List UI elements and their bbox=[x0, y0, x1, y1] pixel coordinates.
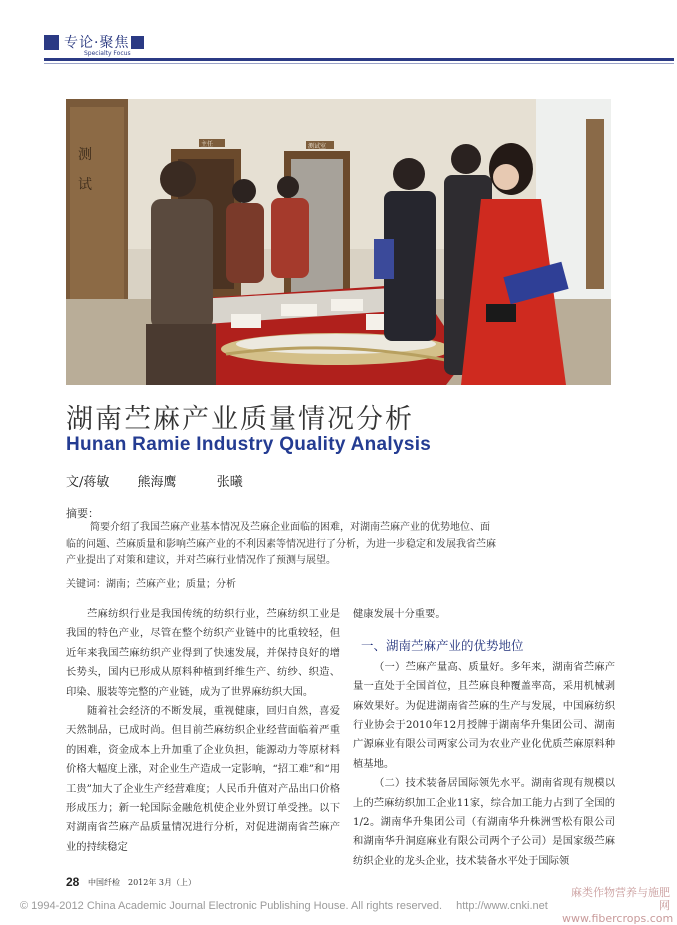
section-title: 专论·聚焦 bbox=[64, 35, 130, 51]
photo-sign-left: 主任 bbox=[201, 141, 214, 148]
authors bbox=[66, 471, 243, 490]
body-column-left bbox=[66, 605, 340, 857]
magazine-issue: 中国纤检 2012年 3月（上） bbox=[88, 878, 196, 887]
section-heading: 一、湖南苎麻产业的优势地位 bbox=[361, 638, 524, 654]
copyright-notice: © 1994-2012 China Academic Journal Electronic Publishing House. All rights reserved. http://www.cnki.net bbox=[20, 900, 548, 912]
paragraph: （二）技术装备居国际领先水平。湖南省现有规模以上的苎麻纺织加工企业11家，综合加工能力占到了全国的1/2。湖南华升集团公司（有湖南华升株洲雪松有限公司和湖南华升洞庭麻业有限公司两个子公司）是国家级苎麻纺织企业的龙头企业，技术装备水平处于国际领 bbox=[353, 777, 615, 867]
watermark-line-1: 麻类作物营养与施肥网 bbox=[571, 886, 670, 912]
page-number: 28 bbox=[66, 875, 80, 889]
body-column-right bbox=[353, 605, 615, 871]
watermark bbox=[562, 886, 674, 925]
abstract-label: 摘要： bbox=[66, 507, 99, 520]
paragraph: （一）苎麻产量高、质量好。多年来，湖南省苎麻产量一直处于全国首位，且苎麻良种覆盖率高，采用机械剥麻效果好。为促进湖南省苎麻的生产与发展，中国麻纺织行业协会于2010年12月授牌于湖南华升集团公司、湖南广源麻业有限公司两家公司为农业产业化优质苎麻原料种植基地。 bbox=[353, 660, 615, 770]
svg-text:试: 试 bbox=[78, 177, 92, 193]
section-subtitle: Specialty Focus bbox=[84, 50, 131, 57]
watermark-line-2: www.fibercrops.com bbox=[562, 912, 674, 925]
abstract-text: 简要介绍了我国苎麻产业基本情况及苎麻企业面临的困难，对湖南苎麻产业的优势地位、面临的问题、苎麻质量和影响苎麻产业的不利因素等情况进行了分析，为进一步稳定和发展我省苎麻产业提出了对策和建议，并对苎麻行业情况作了预测与展望。 bbox=[66, 522, 496, 566]
header-square-right bbox=[131, 36, 144, 49]
keywords: 关键词：湖南；苎麻产业；质量；分析 bbox=[66, 579, 236, 590]
article-title-en: Hunan Ramie Industry Quality Analysis bbox=[66, 434, 432, 455]
author-2: 熊海鹰 bbox=[137, 475, 177, 490]
paragraph-continuation: 健康发展十分重要。 bbox=[353, 608, 446, 620]
author-1: 文/蒋敏 bbox=[66, 475, 110, 490]
article-title-zh: 湖南苎麻产业质量情况分析 bbox=[66, 404, 414, 435]
paragraph: 随着社会经济的不断发展，重视健康，回归自然，喜爱天然制品，已成时尚。但目前苎麻纺织企业经营面临着严重的困难，资金成本上升加重了企业负担，能源动力等原材料价格大幅度上涨，对企业生产造成一定影响，“招工难”和“用工贵”加大了企业生产经营难度；人民币升值对产品出口价格形成压力；新一轮国际金融危机使企业外贸订单受挫。以下对湖南省苎麻产品质量情况进行分析，对促进湖南省苎麻产业的持续稳定 bbox=[66, 705, 340, 853]
header-rule bbox=[44, 58, 674, 61]
article-photo bbox=[66, 99, 611, 385]
header-rule-thin bbox=[44, 63, 674, 64]
author-3: 张曦 bbox=[216, 475, 243, 490]
header-square-left bbox=[44, 35, 59, 50]
paragraph: 苎麻纺织行业是我国传统的纺织行业，苎麻纺织工业是我国的特色产业，尽管在整个纺织产业链中的比重较轻，但近年来我国苎麻纺织产业得到了快速发展，并保持良好的增长势头，国内已形成从原料种植到纤维生产、纺纱、织造、印染、服装等完整的产业链，成为了世界麻纺织大国。 bbox=[66, 608, 340, 698]
svg-text:测: 测 bbox=[78, 147, 92, 163]
photo-sign-right: 测试室 bbox=[308, 143, 327, 150]
